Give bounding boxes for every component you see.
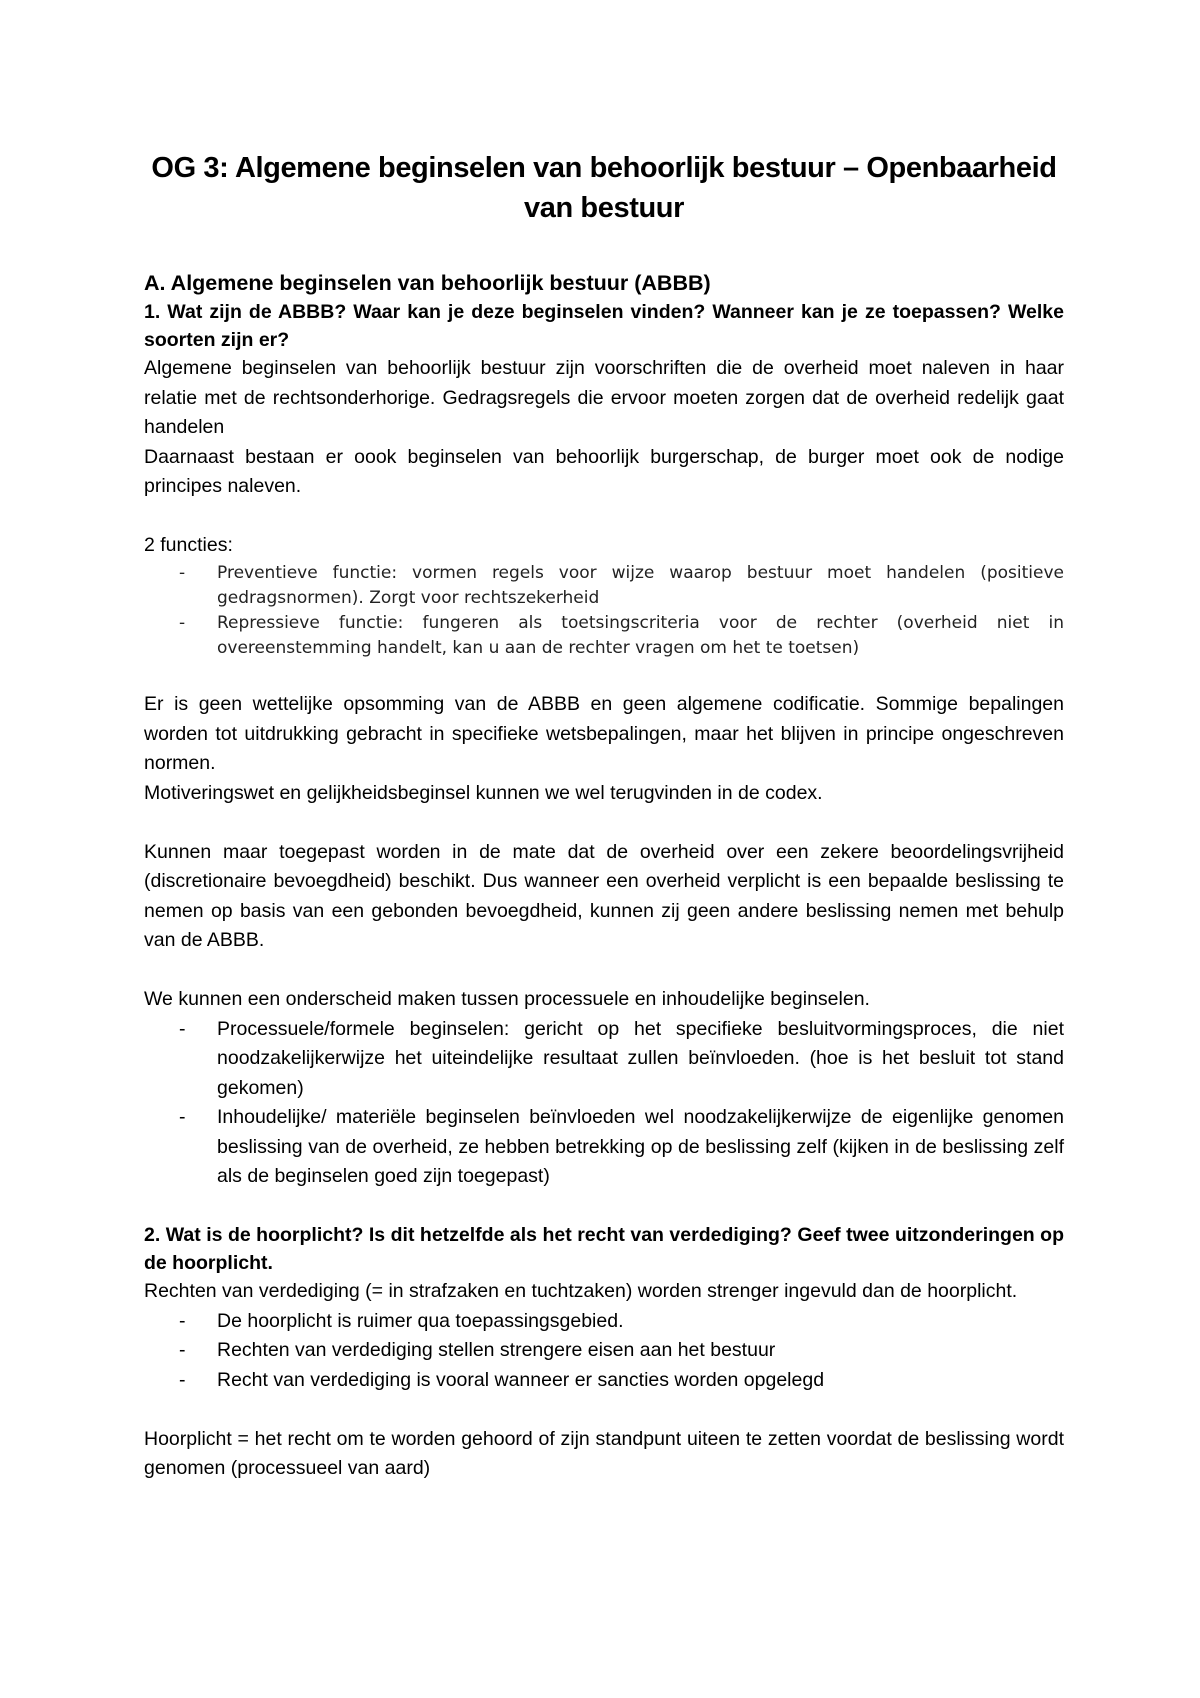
section-a-heading: A. Algemene beginselen van behoorlijk bestuur (ABBB) <box>144 271 711 295</box>
list-item: - Rechten van verdediging stellen strengere eisen aan het bestuur <box>217 1336 1064 1366</box>
spacer <box>144 661 1064 691</box>
spacer <box>144 1395 1064 1425</box>
paragraph-onderscheid: We kunnen een onderscheid maken tussen processuele en inhoudelijke beginselen. <box>144 988 870 1010</box>
spacer <box>144 808 1064 838</box>
paragraph-verdediging: Rechten van verdediging (= in strafzaken en tuchtzaken) worden strenger ingevuld dan de hoorplicht. <box>144 1280 1018 1302</box>
functies-list <box>144 561 1064 661</box>
soorten-list <box>144 1015 1064 1192</box>
hoorplicht-list <box>144 1307 1064 1396</box>
list-item: - Inhoudelijke/ materiële beginselen beïnvloeden wel noodzakelijkerwijze de eigenlijke genomen beslissing van de overheid, ze hebben betrekking op de beslissing zelf (kijken in de beslissing zelf als de beginselen goed zijn toegepast) <box>217 1103 1064 1192</box>
spacer <box>144 1192 1064 1222</box>
question-1: 1. Wat zijn de ABBB? Waar kan je deze beginselen vinden? Wanneer kan je ze toepassen? Welke soorten zijn er? <box>144 301 1064 351</box>
list-item: - De hoorplicht is ruimer qua toepassingsgebied. <box>217 1307 1064 1337</box>
spacer <box>144 956 1064 986</box>
paragraph-hoorplicht-definitie: Hoorplicht = het recht om te worden gehoord of zijn standpunt uiteen te zetten voordat de beslissing wordt genomen (processueel van aard) <box>144 1427 1064 1479</box>
spacer <box>144 502 1064 532</box>
paragraph-burgerschap: Daarnaast bestaan er oook beginselen van behoorlijk burgerschap, de burger moet ook de nodige principes naleven. <box>144 445 1064 497</box>
functies-label: 2 functies: <box>144 534 233 556</box>
paragraph-codex: Motiveringswet en gelijkheidsbeginsel kunnen we wel terugvinden in de codex. <box>144 781 823 804</box>
question-2: 2. Wat is de hoorplicht? Is dit hetzelfde als het recht van verdediging? Geef twee uitzonderingen op de hoorplicht. <box>144 1224 1064 1274</box>
paragraph-codificatie: Er is geen wettelijke opsomming van de ABBB en geen algemene codificatie. Sommige bepalingen worden tot uitdrukking gebracht in specifieke wetsbepalingen, maar het blijven in principe ongeschreven normen. <box>144 693 1064 774</box>
page-title: OG 3: Algemene beginselen van behoorlijk bestuur – Openbaarheid van bestuur <box>151 152 1057 224</box>
list-item: - Preventieve functie: vormen regels voor wijze waarop bestuur moet handelen (positieve gedragsnormen). Zorgt voor rechtszekerheid <box>217 561 1064 611</box>
paragraph-definition: Algemene beginselen van behoorlijk bestuur zijn voorschriften die de overheid moet naleven in haar relatie met de rechtsonderhorige. Gedragsregels die ervoor moeten zorgen dat de overheid redelijk gaat handelen <box>144 357 1064 438</box>
list-item: - Processuele/formele beginselen: gericht op het specifieke besluitvormingsproces, die niet noodzakelijkerwijze het uiteindelijke resultaat zullen beïnvloeden. (hoe is het besluit tot stand gekomen) <box>217 1015 1064 1104</box>
document-content <box>144 148 1064 1484</box>
list-item: - Recht van verdediging is vooral wanneer er sancties worden opgelegd <box>217 1366 1064 1396</box>
paragraph-beoordelingsvrijheid: Kunnen maar toegepast worden in de mate dat de overheid over een zekere beoordelingsvrijheid (discretionaire bevoegdheid) beschikt. Dus wanneer een overheid verplicht is een bepaalde beslissing te nemen op basis van een gebonden bevoegdheid, kunnen zij geen andere beslissing nemen met behulp van de ABBB. <box>144 840 1064 951</box>
list-item: - Repressieve functie: fungeren als toetsingscriteria voor de rechter (overheid niet in overeenstemming handelt, kan u aan de rechter vragen om het te toetsen) <box>217 611 1064 661</box>
